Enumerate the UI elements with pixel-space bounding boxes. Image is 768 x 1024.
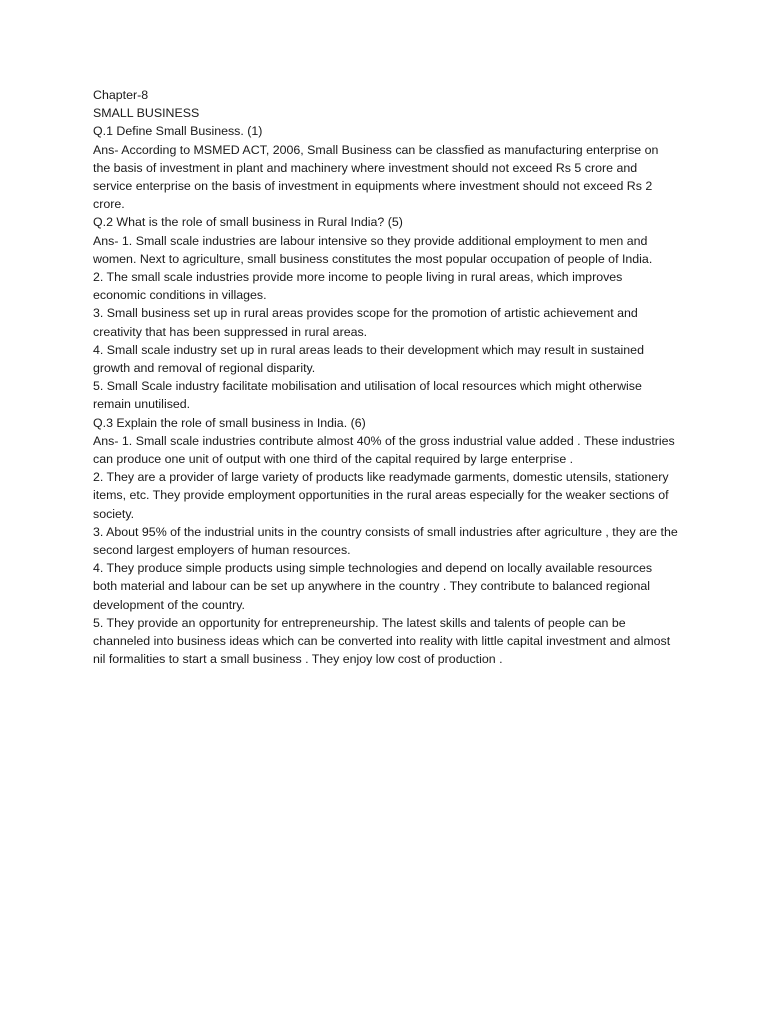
question-2: Q.2 What is the role of small business in Rural India? (5) (93, 215, 403, 230)
answer-2-point-3: 3. Small business set up in rural areas provides scope for the promotion of artistic achievement and creativity that has been suppressed in rural areas. (93, 306, 638, 339)
document-page (93, 86, 678, 669)
answer-2-point-1: Ans- 1. Small scale industries are labour intensive so they provide additional employment to men and women. Next to agriculture, small business constitutes the most popular occupation of people of India. (93, 233, 653, 266)
section-title: SMALL BUSINESS (93, 106, 200, 121)
chapter-heading: Chapter-8 (93, 88, 149, 102)
answer-3-point-1: Ans- 1. Small scale industries contribute almost 40% of the gross industrial value added . These industries can produce one unit of output with one third of the capital required by large enterprise . (93, 433, 675, 467)
answer-2-point-2: 2. The small scale industries provide more income to people living in rural areas, which improves economic conditions in villages. (93, 270, 623, 303)
answer-1: Ans- According to MSMED ACT, 2006, Small Business can be classfied as manufacturing enterprise on the basis of investment in plant and machinery where investment should not exceed Rs 5 crore and service enterprise on the basis of investment in equipments where investment should not exceed Rs 2 crore. (93, 142, 659, 212)
question-3: Q.3 Explain the role of small business in India. (6) (93, 415, 366, 430)
question-1: Q.1 Define Small Business. (1) (93, 124, 263, 139)
answer-3-point-5: 5. They provide an opportunity for entrepreneurship. The latest skills and talents of people can be channeled into business ideas which can be converted into reality with little capital investment and almost nil formalities to start a small business . They enjoy low cost of production . (93, 615, 671, 667)
answer-2-point-4: 4. Small scale industry set up in rural areas leads to their development which may result in sustained growth and removal of regional disparity. (93, 342, 644, 376)
answer-3-point-2: 2. They are a provider of large variety of products like readymade garments, domestic utensils, stationery items, etc. They provide employment opportunities in the rural areas especially for the weaker sections of society. (93, 470, 669, 521)
answer-3-point-3: 3. About 95% of the industrial units in the country consists of small industries after agriculture , they are the second largest employers of human resources. (93, 524, 678, 558)
answer-3-point-4: 4. They produce simple products using simple technologies and depend on locally available resources both material and labour can be set up anywhere in the country . They contribute to balanced regional development of the country. (93, 561, 653, 612)
answer-2-point-5: 5. Small Scale industry facilitate mobilisation and utilisation of local resources which might otherwise remain unutilised. (93, 379, 642, 412)
